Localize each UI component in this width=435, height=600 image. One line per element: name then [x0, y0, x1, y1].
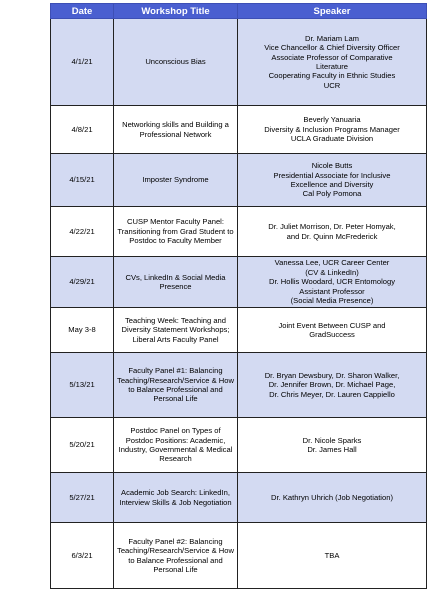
speaker-line: Dr. Jennifer Brown, Dr. Michael Page, [268, 380, 396, 390]
workshop-title-text: Teaching Week: Teaching and Diversity Statement Workshops; Liberal Arts Faculty Panel [121, 315, 230, 344]
date-cell: 4/1/21 [51, 19, 114, 106]
speaker-line: Diversity & Inclusion Programs Manager [264, 124, 400, 134]
table-row [51, 19, 427, 106]
speaker-cell [238, 418, 427, 473]
table-header-row [51, 4, 427, 19]
speaker-line: Dr. Bryan Dewsbury, Dr. Sharon Walker, [264, 370, 400, 380]
table-row [51, 257, 427, 308]
workshop-title-cell [114, 154, 238, 207]
speaker-line: Presidential Associate for Inclusive [273, 170, 391, 180]
workshop-title-text: Faculty Panel #1: Balancing Teaching/Research/Service & How to Balance Professional and Personal Life [117, 366, 234, 404]
speaker-line: UCLA Graduate Division [290, 134, 374, 144]
speaker-line: Excellence and Diversity [290, 180, 374, 189]
speaker-cell [238, 257, 427, 308]
workshop-title-text: Unconscious Bias [145, 57, 206, 67]
date-cell: 5/27/21 [51, 473, 114, 523]
speaker-line: GradSuccess [309, 330, 355, 339]
workshop-title-text: Academic Job Search: LinkedIn, Interview Skills & Job Negotiation [119, 488, 232, 507]
speaker-line: Literature [315, 62, 349, 71]
workshop-title-cell [114, 473, 238, 523]
date-cell: 5/20/21 [51, 418, 114, 473]
date-cell: 4/8/21 [51, 106, 114, 154]
speaker-line: UCR [323, 80, 341, 90]
workshop-schedule-table [50, 3, 427, 589]
workshop-title-cell [114, 106, 238, 154]
speaker-line: Vanessa Lee, UCR Career Center [274, 258, 390, 268]
speaker-cell [238, 353, 427, 418]
speaker-line: Assistant Professor [299, 286, 365, 296]
speaker-line: Vice Chancellor & Chief Diversity Officer [264, 43, 400, 53]
speaker-line: Cooperating Faculty in Ethnic Studies [268, 71, 396, 81]
speaker-line: TBA [324, 550, 340, 560]
speaker-line: Dr. Mariam Lam [304, 33, 359, 43]
date-cell: 4/22/21 [51, 207, 114, 257]
speaker-line: Dr. Nicole Sparks [302, 435, 362, 445]
date-cell: 4/15/21 [51, 154, 114, 207]
speaker-line: Cal Poly Pomona [302, 189, 362, 199]
workshop-title-text: Faculty Panel #2: Balancing Teaching/Research/Service & How to Balance Professional and Personal Life [117, 536, 234, 574]
workshop-title-cell [114, 308, 238, 353]
workshop-title-text: CUSP Mentor Faculty Panel: Transitioning from Grad Student to Postdoc to Faculty Member [117, 217, 234, 246]
workshop-title-text: Postdoc Panel on Types of Postdoc Positions: Academic, Industry, Governmental & Medical Research [118, 426, 233, 464]
speaker-cell [238, 308, 427, 353]
date-cell: May 3-8 [51, 308, 114, 353]
speaker-line: Dr. Kathryn Uhrich (Job Negotiation) [271, 492, 393, 502]
speaker-line: Associate Professor of Comparative [271, 52, 393, 62]
speaker-line: Joint Event Between CUSP and [278, 320, 386, 330]
date-cell: 5/13/21 [51, 353, 114, 418]
table-row [51, 353, 427, 418]
speaker-cell [238, 207, 427, 257]
table-body [51, 19, 427, 589]
speaker-line: Beverly Yanuaria [303, 115, 361, 125]
column-header-date: Date [51, 4, 114, 19]
table-row [51, 207, 427, 257]
workshop-title-text: CVs, LinkedIn & Social Media Presence [125, 272, 226, 291]
speaker-line: Dr. Chris Meyer, Dr. Lauren Cappiello [269, 389, 395, 399]
speaker-line: Dr. Hollis Woodard, UCR Entomology [268, 277, 396, 287]
speaker-line: and Dr. Quinn McFrederick [286, 231, 378, 241]
workshop-title-text: Imposter Syndrome [142, 175, 209, 185]
table-row [51, 473, 427, 523]
speaker-line: Nicole Butts [311, 161, 353, 171]
column-header-workshop-title: Workshop Title [114, 4, 238, 19]
workshop-title-cell [114, 523, 238, 589]
table-row [51, 154, 427, 207]
column-header-speaker: Speaker [238, 4, 427, 19]
workshop-title-text: Networking skills and Building a Professional Network [122, 120, 229, 139]
date-cell: 6/3/21 [51, 523, 114, 589]
speaker-line: (CV & LinkedIn) [305, 267, 359, 277]
speaker-cell [238, 523, 427, 589]
table-row [51, 523, 427, 589]
date-cell: 4/29/21 [51, 257, 114, 308]
speaker-line: Dr. Juliet Morrison, Dr. Peter Homyak, [268, 222, 396, 232]
speaker-cell [238, 106, 427, 154]
workshop-title-cell [114, 353, 238, 418]
table-row [51, 106, 427, 154]
workshop-title-cell [114, 207, 238, 257]
speaker-cell [238, 19, 427, 106]
speaker-line: Dr. James Hall [307, 445, 357, 454]
speaker-cell [238, 473, 427, 523]
workshop-title-cell [114, 19, 238, 106]
workshop-title-cell [114, 418, 238, 473]
workshop-title-cell [114, 257, 238, 308]
speaker-cell [238, 154, 427, 207]
table-row [51, 418, 427, 473]
table-row [51, 308, 427, 353]
speaker-line: (Social Media Presence) [290, 296, 374, 306]
